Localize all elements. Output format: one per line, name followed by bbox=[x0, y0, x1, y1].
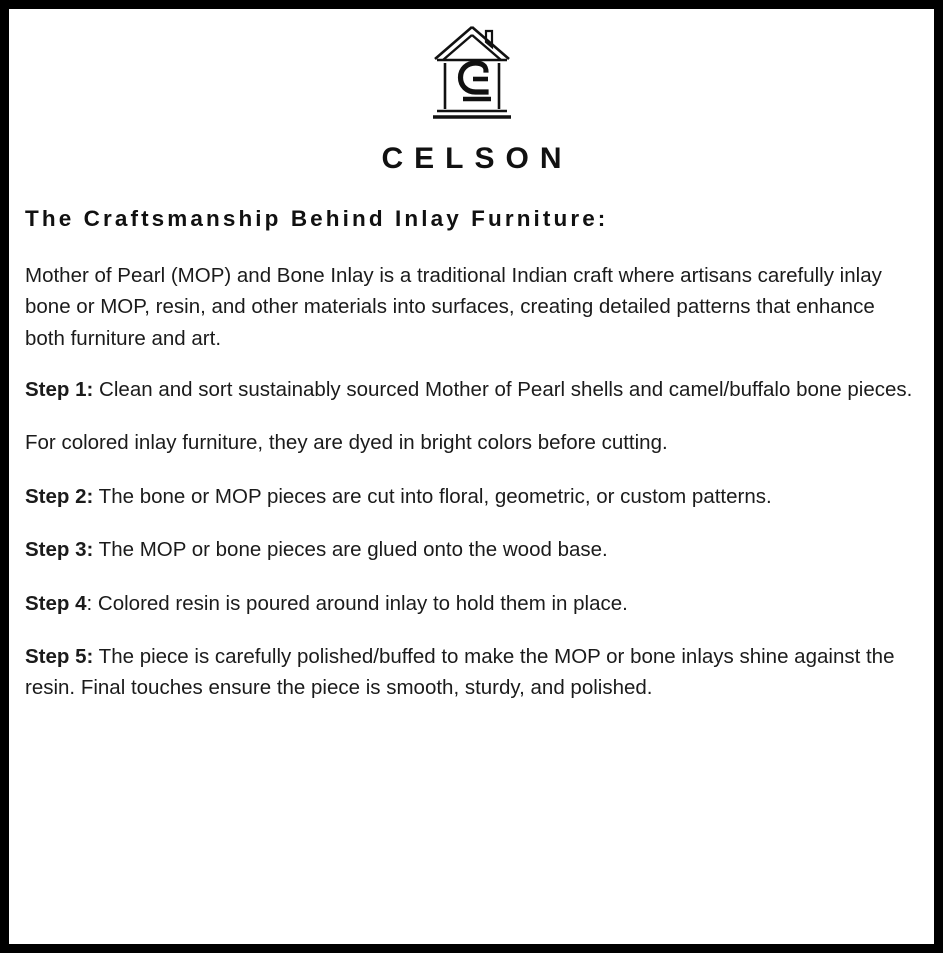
brand-name: CELSON bbox=[381, 142, 573, 175]
step-label-6: Step 5: bbox=[25, 644, 94, 668]
step-text-4: The MOP or bone pieces are glued onto the wood base. bbox=[93, 538, 608, 562]
step-paragraph-6 bbox=[25, 641, 918, 704]
intro-paragraph: Mother of Pearl (MOP) and Bone Inlay is a traditional Indian craft where artisans carefully inlay bone or MOP, resin, and other materials into surfaces, creating detailed patterns that enhance both furniture and art. bbox=[25, 264, 882, 350]
step-text-1: Clean and sort sustainably sourced Mother of Pearl shells and camel/buffalo bone pieces. bbox=[93, 378, 913, 402]
step-text-6: The piece is carefully polished/buffed to make the MOP or bone inlays shine against the resin. Final touches ensure the piece is smooth, sturdy, and polished. bbox=[25, 644, 895, 700]
step-paragraph-5 bbox=[25, 588, 918, 619]
house-with-c-monogram-icon bbox=[429, 23, 515, 121]
document-body bbox=[25, 260, 918, 704]
step-paragraph-3 bbox=[25, 481, 918, 512]
step-label-1: Step 1: bbox=[25, 378, 94, 402]
step-text-3: The bone or MOP pieces are cut into floral, geometric, or custom patterns. bbox=[93, 484, 772, 508]
step-label-5: Step 4 bbox=[25, 591, 87, 615]
step-label-4: Step 3: bbox=[25, 538, 94, 562]
step-text-5: : Colored resin is poured around inlay to hold them in place. bbox=[86, 591, 628, 615]
step-label-3: Step 2: bbox=[25, 484, 94, 508]
step-paragraph-1 bbox=[25, 374, 918, 405]
step-paragraph-2 bbox=[25, 427, 918, 458]
step-paragraph-4 bbox=[25, 534, 918, 565]
page-title: The Craftsmanship Behind Inlay Furniture: bbox=[25, 206, 609, 231]
step-text-2: For colored inlay furniture, they are dyed in bright colors before cutting. bbox=[25, 431, 668, 455]
brand-header bbox=[25, 19, 918, 176]
